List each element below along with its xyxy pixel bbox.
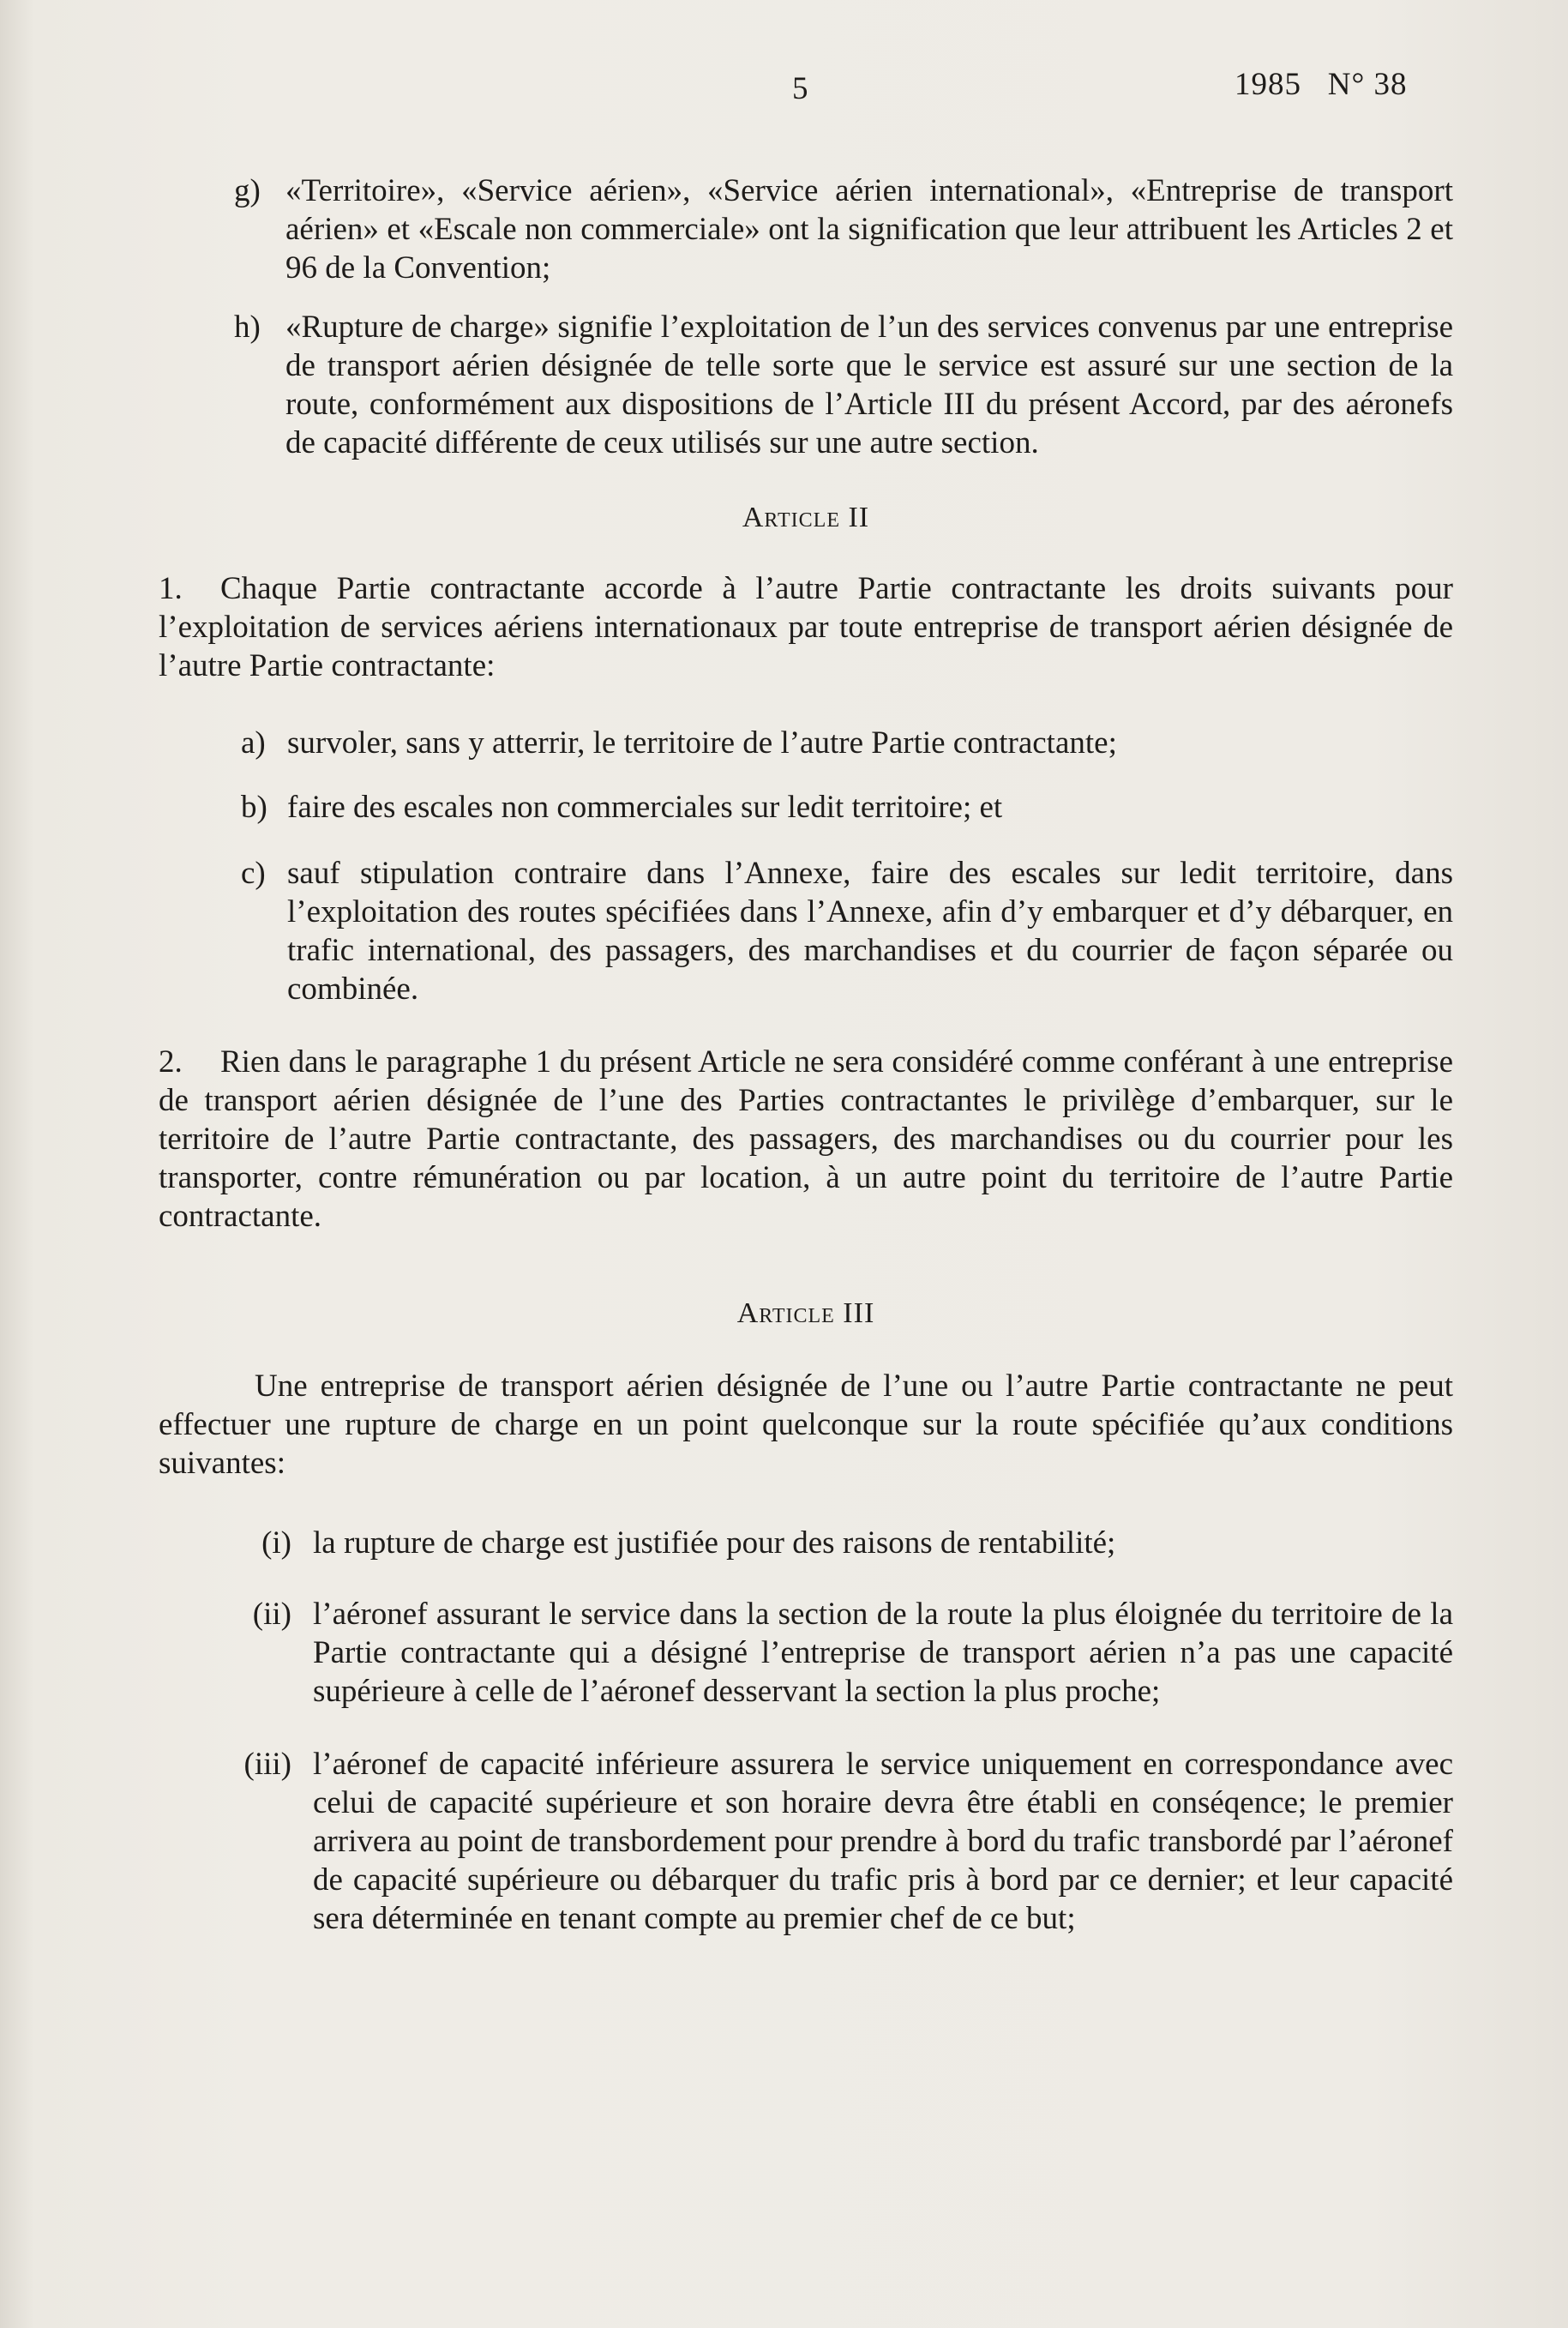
- condition-iii: [159, 1745, 1453, 1938]
- page-number: 5: [792, 71, 808, 106]
- condition-label: (ii): [252, 1597, 291, 1632]
- list-item-text: sauf stipulation contraire dans l’Annexe, faire des escales sur ledit territoire, dans l’exploitation des routes spécifiées dans l’Annexe, afin d’y embarquer et d’y débarquer, en trafic international, des passagers, des marchandises et du courrier de façon séparée ou combinée.: [287, 856, 1453, 1007]
- definition-g: [159, 171, 1453, 287]
- article-3-heading: Article III: [736, 1297, 875, 1329]
- document-body: [159, 171, 1453, 1938]
- definition-label: h): [234, 310, 261, 345]
- condition-label: (i): [261, 1525, 291, 1561]
- paragraph-text: Rien dans le paragraphe 1 du présent Article ne sera considéré comme conférant à une entreprise de transport aérien désignée de l’une des Parties contractantes le privilège d’embarquer, sur le territoire de l’autre Partie contractante, des passagers, des marchandises ou du courrier pour les transporter, contre rémunération ou par location, à un autre point du territoire de l’autre Partie contractante.: [159, 1044, 1453, 1234]
- definition-label: g): [234, 173, 261, 208]
- condition-ii: [159, 1595, 1453, 1711]
- list-item-label: a): [241, 725, 266, 761]
- paragraph-text: Une entreprise de transport aérien désignée de l’une ou l’autre Partie contractante ne peut effectuer une rupture de charge en un point quelconque sur la route spécifiée qu’aux conditions suivantes:: [159, 1369, 1453, 1481]
- condition-text: l’aéronef assurant le service dans la section de la route la plus éloignée du territoire de la Partie contractante qui a désigné l’entreprise de transport aérien n’a pas une capacité supérieure à celle de l’aéronef desservant la section la plus proche;: [313, 1597, 1453, 1709]
- list-item-label: b): [241, 790, 267, 825]
- definition-text: «Rupture de charge» signifie l’exploitation de l’un des services convenus par une entreprise de transport aérien désignée de telle sorte que le service est assuré sur une section de la route, conformément aux dispositions de l’Article III du présent Accord, par des aéronefs de capacité différente de ceux utilisés sur une autre section.: [285, 310, 1453, 460]
- list-item-b: [159, 788, 1453, 827]
- condition-text: l’aéronef de capacité inférieure assurera le service uniquement en correspondance avec celui de capacité supérieure et son horaire devra être établi en conséqence; le premier arrivera au point de transbordement pour prendre à bord du trafic transbordé par l’aéronef de capacité supérieure ou débarquer du trafic pris à bord par ce dernier; et leur capacité sera déterminée en tenant compte au premier chef de ce but;: [313, 1747, 1453, 1936]
- article-2-paragraph-2: [159, 1043, 1453, 1236]
- definition-text: «Territoire», «Service aérien», «Service aérien international», «Entreprise de transport aérien» et «Escale non commerciale» ont la signification que leur attribuent les Articles 2 et 96 de la Convention;: [285, 173, 1453, 286]
- paragraph-number: 1.: [159, 571, 183, 606]
- paragraph-text: Chaque Partie contractante accorde à l’autre Partie contractante les droits suivants pour l’exploitation de services aériens internationaux par toute entreprise de transport aérien désignée de l’autre Partie contractante:: [159, 571, 1453, 683]
- condition-text: la rupture de charge est justifiée pour des raisons de rentabilité;: [313, 1525, 1116, 1561]
- condition-i: [159, 1524, 1453, 1562]
- document-reference: 1985 N° 38: [1235, 67, 1408, 102]
- list-item-text: survoler, sans y atterrir, le territoire de l’autre Partie contractante;: [287, 725, 1117, 761]
- article-3-intro: [159, 1367, 1453, 1483]
- condition-label: (iii): [243, 1747, 291, 1782]
- list-item-c: [159, 854, 1453, 1008]
- list-item-text: faire des escales non commerciales sur ledit territoire; et: [287, 790, 1003, 825]
- definition-h: [159, 308, 1453, 462]
- page-header: [0, 62, 1568, 113]
- list-item-label: c): [241, 856, 266, 891]
- list-item-a: [159, 724, 1453, 762]
- article-2-heading: Article II: [742, 502, 870, 533]
- paragraph-number: 2.: [159, 1044, 183, 1080]
- article-2-paragraph-1: [159, 569, 1453, 685]
